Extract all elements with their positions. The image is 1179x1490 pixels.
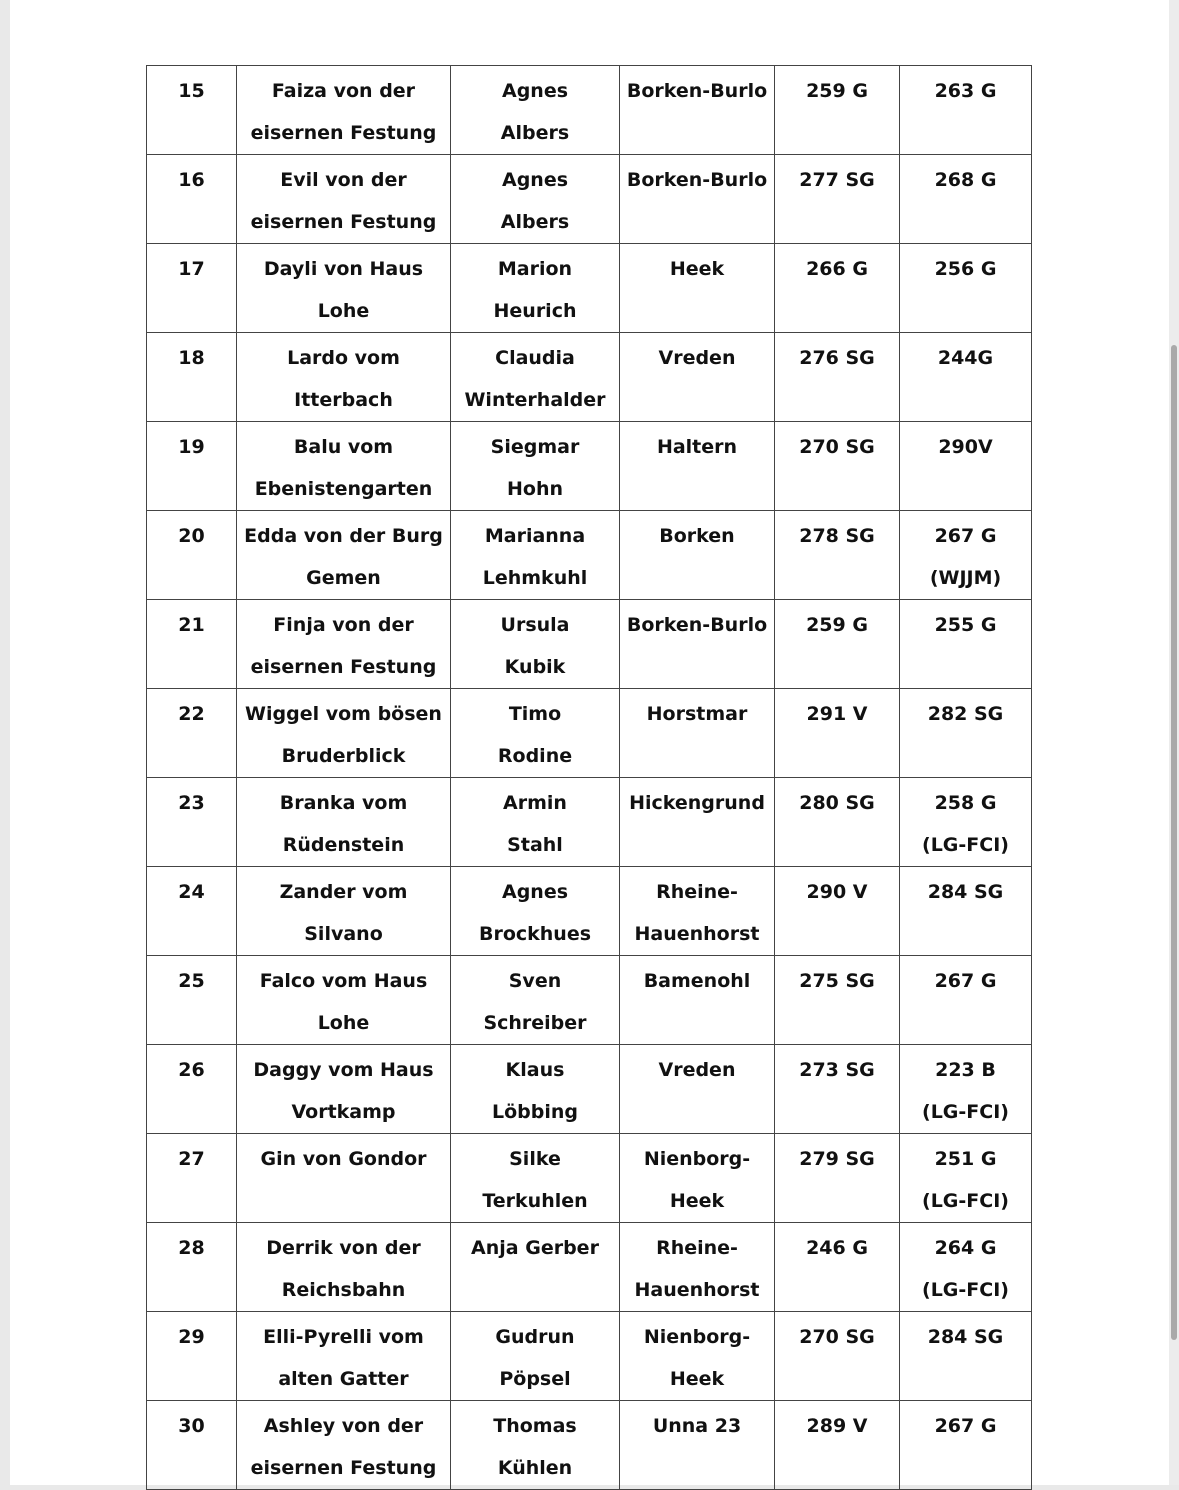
table-row — [147, 689, 1032, 778]
cell-score-1 — [775, 1401, 900, 1490]
cell-dog-name — [237, 778, 451, 867]
cell-location-line: Rheine- — [656, 1237, 738, 1259]
scrollbar-thumb[interactable] — [1171, 345, 1177, 1340]
cell-location — [620, 511, 775, 600]
cell-score-1 — [775, 689, 900, 778]
cell-handler-line: Kühlen — [497, 1457, 573, 1479]
cell-number-text: 25 — [178, 970, 205, 992]
cell-location-line: Hauenhorst — [634, 1279, 760, 1301]
cell-score-2 — [900, 66, 1032, 155]
cell-location — [620, 333, 775, 422]
cell-score-2-line: 284 SG — [927, 881, 1004, 903]
cell-dog-name-line: Ashley von der — [263, 1415, 424, 1437]
cell-location-line: Hickengrund — [629, 792, 765, 814]
cell-dog-name-line: Silvano — [304, 923, 383, 945]
cell-handler-line: Ursula — [500, 614, 570, 636]
cell-location — [620, 1045, 775, 1134]
cell-dog-name-line: Lohe — [317, 300, 370, 322]
cell-score-1-text: 289 V — [806, 1415, 868, 1437]
cell-handler-line: Lehmkuhl — [482, 567, 588, 589]
cell-number-text: 24 — [178, 881, 205, 903]
cell-location — [620, 155, 775, 244]
cell-score-2 — [900, 244, 1032, 333]
cell-score-2 — [900, 333, 1032, 422]
cell-handler — [451, 1134, 620, 1223]
cell-location-line: Heek — [669, 1368, 725, 1390]
cell-score-2-line: (LG-FCI) — [922, 1101, 1009, 1123]
cell-score-1-text: 270 SG — [799, 1326, 875, 1348]
cell-number-text: 23 — [178, 792, 205, 814]
results-table — [146, 65, 1032, 1490]
cell-score-1-text: 259 G — [806, 80, 868, 102]
cell-location — [620, 689, 775, 778]
table-row — [147, 1134, 1032, 1223]
cell-dog-name — [237, 244, 451, 333]
cell-dog-name-line: Derrik von der — [266, 1237, 421, 1259]
cell-location-line: Borken-Burlo — [626, 169, 768, 191]
cell-dog-name — [237, 689, 451, 778]
cell-score-1 — [775, 1312, 900, 1401]
cell-number-text: 18 — [178, 347, 205, 369]
cell-location-line: Borken — [659, 525, 735, 547]
table-row — [147, 333, 1032, 422]
cell-dog-name-line: Gemen — [306, 567, 381, 589]
cell-score-1 — [775, 66, 900, 155]
cell-score-2 — [900, 155, 1032, 244]
cell-score-1 — [775, 778, 900, 867]
cell-dog-name — [237, 1134, 451, 1223]
cell-score-1 — [775, 1045, 900, 1134]
cell-score-1 — [775, 244, 900, 333]
table-row — [147, 1312, 1032, 1401]
cell-score-1-text: 275 SG — [799, 970, 875, 992]
cell-number — [147, 956, 237, 1045]
cell-handler-line: Armin — [503, 792, 567, 814]
cell-location-line: Heek — [669, 258, 725, 280]
cell-location — [620, 867, 775, 956]
cell-dog-name-line: Finja von der — [273, 614, 414, 636]
cell-handler-line: Winterhalder — [464, 389, 606, 411]
cell-score-1 — [775, 155, 900, 244]
cell-handler — [451, 1223, 620, 1312]
cell-handler — [451, 1401, 620, 1490]
table-row — [147, 867, 1032, 956]
table-row — [147, 600, 1032, 689]
cell-number-text: 21 — [178, 614, 205, 636]
table-row — [147, 422, 1032, 511]
cell-dog-name-line: alten Gatter — [278, 1368, 409, 1390]
cell-dog-name-line: Zander vom — [279, 881, 408, 903]
cell-score-1-text: 279 SG — [799, 1148, 875, 1170]
cell-handler-line: Terkuhlen — [482, 1190, 588, 1212]
cell-handler-line: Albers — [500, 211, 570, 233]
cell-number — [147, 1223, 237, 1312]
cell-dog-name-line: Vortkamp — [291, 1101, 396, 1123]
cell-location — [620, 1134, 775, 1223]
cell-handler-line: Agnes — [501, 881, 569, 903]
cell-dog-name — [237, 155, 451, 244]
cell-handler — [451, 956, 620, 1045]
cell-score-2 — [900, 1045, 1032, 1134]
cell-dog-name — [237, 600, 451, 689]
cell-handler-line: Thomas — [493, 1415, 577, 1437]
cell-location-line: Vreden — [658, 1059, 736, 1081]
cell-handler — [451, 867, 620, 956]
cell-number — [147, 1045, 237, 1134]
cell-dog-name-line: eisernen Festung — [250, 122, 437, 144]
cell-score-2-line: (LG-FCI) — [922, 1190, 1009, 1212]
cell-handler-line: Brockhues — [478, 923, 592, 945]
cell-dog-name — [237, 333, 451, 422]
table-row — [147, 1401, 1032, 1490]
cell-handler — [451, 600, 620, 689]
cell-number — [147, 600, 237, 689]
cell-score-2 — [900, 956, 1032, 1045]
cell-handler-line: Hohn — [506, 478, 563, 500]
cell-handler-line: Timo — [508, 703, 562, 725]
cell-dog-name — [237, 1312, 451, 1401]
cell-handler — [451, 511, 620, 600]
cell-score-1 — [775, 600, 900, 689]
cell-score-2-line: 258 G — [934, 792, 997, 814]
cell-dog-name-line: Elli-Pyrelli vom — [263, 1326, 424, 1348]
cell-number-text: 17 — [178, 258, 205, 280]
cell-location — [620, 600, 775, 689]
cell-dog-name-line: Itterbach — [294, 389, 393, 411]
cell-dog-name — [237, 511, 451, 600]
cell-handler-line: Anja Gerber — [471, 1237, 599, 1259]
cell-number — [147, 244, 237, 333]
cell-number-text: 20 — [178, 525, 205, 547]
table-row — [147, 778, 1032, 867]
cell-score-2 — [900, 422, 1032, 511]
table-row — [147, 1223, 1032, 1312]
cell-score-2-line: (WJJM) — [929, 567, 1002, 589]
cell-handler-line: Rodine — [497, 745, 573, 767]
cell-location — [620, 66, 775, 155]
cell-number-text: 15 — [178, 80, 205, 102]
cell-location — [620, 244, 775, 333]
cell-score-2 — [900, 1223, 1032, 1312]
cell-location-line: Hauenhorst — [634, 923, 760, 945]
cell-location-line: Bamenohl — [643, 970, 751, 992]
cell-dog-name-line: Falco vom Haus — [259, 970, 428, 992]
cell-score-1-text: 278 SG — [799, 525, 875, 547]
cell-dog-name-line: Daggy vom Haus — [253, 1059, 434, 1081]
cell-number-text: 30 — [178, 1415, 205, 1437]
cell-dog-name-line: Branka vom — [279, 792, 408, 814]
cell-handler-line: Heurich — [493, 300, 577, 322]
cell-dog-name-line: Balu vom — [293, 436, 394, 458]
cell-dog-name-line: Evil von der — [280, 169, 407, 191]
cell-handler-line: Schreiber — [483, 1012, 587, 1034]
table-row — [147, 511, 1032, 600]
cell-dog-name — [237, 956, 451, 1045]
cell-score-2-line: 282 SG — [927, 703, 1004, 725]
cell-number-text: 22 — [178, 703, 205, 725]
cell-handler-line: Kubik — [504, 656, 566, 678]
cell-handler-line: Silke — [509, 1148, 561, 1170]
cell-score-1 — [775, 956, 900, 1045]
cell-score-1-text: 277 SG — [799, 169, 875, 191]
document-page — [10, 0, 1169, 1485]
cell-handler — [451, 1045, 620, 1134]
cell-dog-name — [237, 1223, 451, 1312]
cell-location-line: Heek — [669, 1190, 725, 1212]
cell-score-2-line: 256 G — [934, 258, 997, 280]
cell-score-2 — [900, 1134, 1032, 1223]
cell-score-2 — [900, 600, 1032, 689]
cell-number — [147, 1312, 237, 1401]
cell-score-2-line: 255 G — [934, 614, 997, 636]
cell-score-2 — [900, 867, 1032, 956]
cell-number-text: 19 — [178, 436, 205, 458]
cell-score-1-text: 273 SG — [799, 1059, 875, 1081]
cell-number — [147, 155, 237, 244]
table-row — [147, 244, 1032, 333]
cell-dog-name-line: eisernen Festung — [250, 656, 437, 678]
cell-score-2-line: 267 G — [934, 1415, 997, 1437]
cell-score-1-text: 259 G — [806, 614, 868, 636]
cell-dog-name-line: eisernen Festung — [250, 211, 437, 233]
table-row — [147, 1045, 1032, 1134]
cell-score-2-line: 267 G — [934, 525, 997, 547]
cell-dog-name-line: Bruderblick — [281, 745, 406, 767]
cell-location-line: Haltern — [656, 436, 738, 458]
cell-number — [147, 1134, 237, 1223]
cell-dog-name-line: Ebenistengarten — [254, 478, 433, 500]
cell-location-line: Borken-Burlo — [626, 80, 768, 102]
table-row — [147, 155, 1032, 244]
cell-dog-name — [237, 1045, 451, 1134]
cell-location-line: Horstmar — [646, 703, 748, 725]
cell-location — [620, 1401, 775, 1490]
cell-handler-line: Löbbing — [491, 1101, 578, 1123]
cell-score-1-text: 266 G — [806, 258, 868, 280]
cell-handler — [451, 778, 620, 867]
results-table-body — [147, 66, 1032, 1490]
cell-handler-line: Sven — [508, 970, 562, 992]
cell-location — [620, 1223, 775, 1312]
cell-score-2-line: 290V — [938, 436, 993, 458]
cell-handler-line: Pöpsel — [499, 1368, 571, 1390]
cell-number-text: 16 — [178, 169, 205, 191]
table-row — [147, 956, 1032, 1045]
cell-location — [620, 778, 775, 867]
cell-score-2 — [900, 1401, 1032, 1490]
cell-number-text: 27 — [178, 1148, 205, 1170]
cell-number — [147, 333, 237, 422]
cell-handler-line: Klaus — [505, 1059, 565, 1081]
cell-score-2-line: (LG-FCI) — [922, 834, 1009, 856]
cell-score-1 — [775, 867, 900, 956]
cell-score-1-text: 291 V — [806, 703, 868, 725]
cell-dog-name — [237, 422, 451, 511]
cell-score-2-line: 263 G — [934, 80, 997, 102]
cell-score-1-text: 270 SG — [799, 436, 875, 458]
cell-score-1 — [775, 422, 900, 511]
cell-score-1 — [775, 1134, 900, 1223]
cell-score-2 — [900, 689, 1032, 778]
cell-location — [620, 1312, 775, 1401]
cell-handler-line: Agnes — [501, 169, 569, 191]
cell-handler-line: Claudia — [495, 347, 575, 369]
cell-dog-name-line: Rüdenstein — [282, 834, 405, 856]
cell-handler-line: Agnes — [501, 80, 569, 102]
cell-dog-name-line: Lohe — [317, 1012, 370, 1034]
cell-number — [147, 66, 237, 155]
cell-dog-name-line: Faiza von der — [271, 80, 416, 102]
cell-score-2-line: 244G — [937, 347, 994, 369]
cell-number — [147, 422, 237, 511]
cell-handler-line: Gudrun — [495, 1326, 575, 1348]
cell-handler — [451, 689, 620, 778]
cell-handler-line: Siegmar — [490, 436, 580, 458]
cell-dog-name-line: Wiggel vom bösen — [245, 703, 442, 725]
cell-dog-name-line: Lardo vom — [287, 347, 400, 369]
cell-handler — [451, 244, 620, 333]
cell-score-1-text: 290 V — [806, 881, 868, 903]
cell-dog-name-line: Reichsbahn — [281, 1279, 406, 1301]
cell-score-2-line: (LG-FCI) — [922, 1279, 1009, 1301]
cell-score-2 — [900, 1312, 1032, 1401]
vertical-scrollbar[interactable] — [1169, 0, 1179, 1485]
cell-handler — [451, 66, 620, 155]
cell-handler-line: Marianna — [484, 525, 586, 547]
cell-score-2 — [900, 778, 1032, 867]
cell-number — [147, 867, 237, 956]
cell-score-1 — [775, 333, 900, 422]
cell-dog-name-line: Edda von der Burg — [244, 525, 443, 547]
cell-handler — [451, 155, 620, 244]
cell-handler-line: Albers — [500, 122, 570, 144]
cell-score-2-line: 267 G — [934, 970, 997, 992]
cell-score-1 — [775, 511, 900, 600]
cell-number — [147, 1401, 237, 1490]
cell-score-1 — [775, 1223, 900, 1312]
cell-handler — [451, 1312, 620, 1401]
cell-location-line: Unna 23 — [652, 1415, 742, 1437]
cell-number-text: 29 — [178, 1326, 205, 1348]
cell-dog-name-line: Dayli von Haus — [263, 258, 424, 280]
cell-dog-name — [237, 1401, 451, 1490]
cell-handler — [451, 422, 620, 511]
cell-dog-name — [237, 867, 451, 956]
cell-score-2-line: 284 SG — [927, 1326, 1004, 1348]
cell-number — [147, 689, 237, 778]
cell-dog-name-line: eisernen Festung — [250, 1457, 437, 1479]
cell-dog-name — [237, 66, 451, 155]
cell-score-2-line: 268 G — [934, 169, 997, 191]
cell-number-text: 28 — [178, 1237, 205, 1259]
cell-number — [147, 778, 237, 867]
cell-handler-line: Marion — [497, 258, 573, 280]
cell-location — [620, 956, 775, 1045]
cell-score-1-text: 276 SG — [799, 347, 875, 369]
cell-score-1-text: 280 SG — [799, 792, 875, 814]
cell-location-line: Nienborg- — [643, 1326, 751, 1348]
cell-location — [620, 422, 775, 511]
results-table-wrapper — [146, 65, 1032, 1490]
cell-location-line: Nienborg- — [643, 1148, 751, 1170]
cell-score-2-line: 264 G — [934, 1237, 997, 1259]
cell-score-2 — [900, 511, 1032, 600]
cell-handler-line: Stahl — [507, 834, 563, 856]
cell-score-1-text: 246 G — [806, 1237, 868, 1259]
cell-score-2-line: 251 G — [934, 1148, 997, 1170]
cell-number-text: 26 — [178, 1059, 205, 1081]
cell-location-line: Vreden — [658, 347, 736, 369]
cell-location-line: Rheine- — [656, 881, 738, 903]
cell-number — [147, 511, 237, 600]
cell-location-line: Borken-Burlo — [626, 614, 768, 636]
cell-dog-name-line: Gin von Gondor — [260, 1148, 427, 1170]
table-row — [147, 66, 1032, 155]
cell-score-2-line: 223 B — [935, 1059, 996, 1081]
cell-handler — [451, 333, 620, 422]
